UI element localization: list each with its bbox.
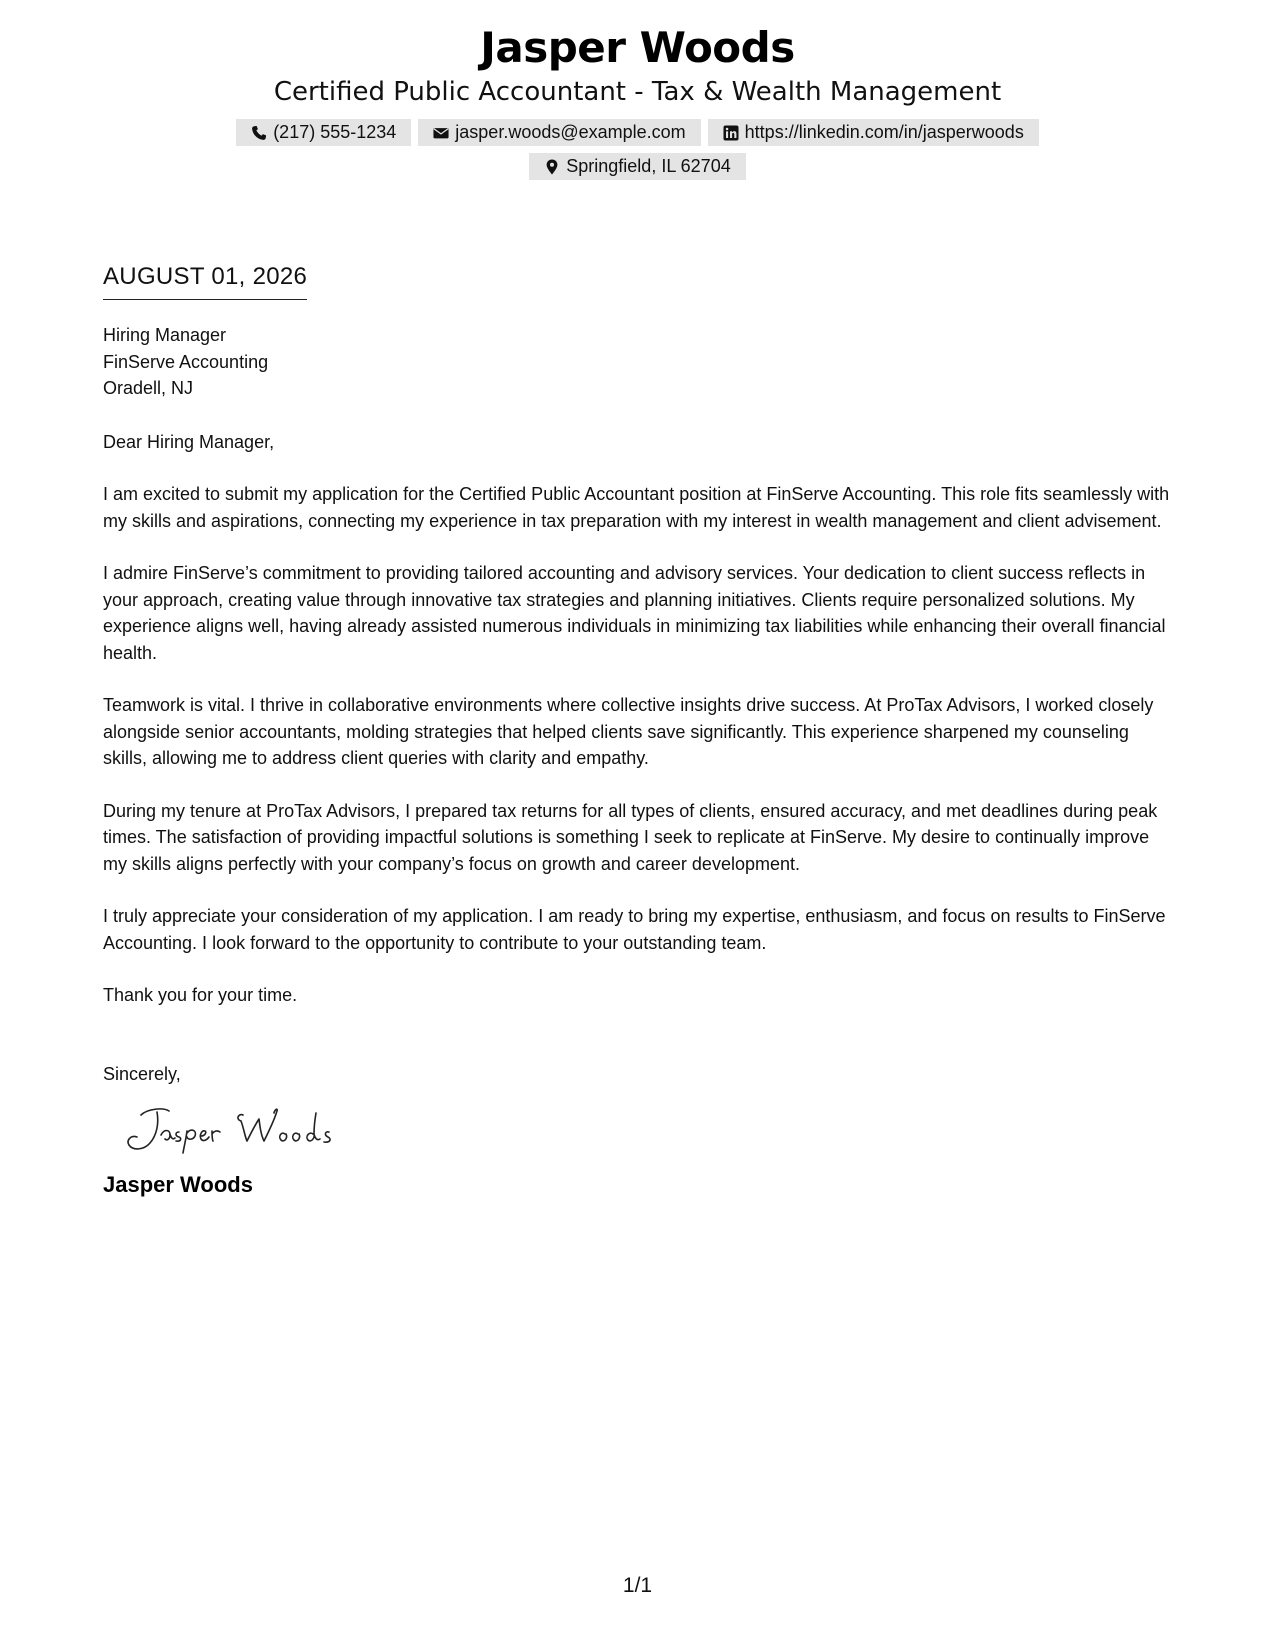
body-paragraph: I am excited to submit my application for the Certified Public Accountant position at FinServe Accounting. This role fits seamlessly with my skills and aspirations, connecting my experience in tax preparation with my interest in wealth management and client advisement.: [103, 484, 1170, 531]
applicant-headline: Certified Public Accountant - Tax & Wealth Management: [273, 77, 1002, 107]
contact-row-primary: [0, 119, 1275, 146]
location-text: Springfield, IL 62704: [566, 156, 731, 176]
linkedin-link[interactable]: https://linkedin.com/in/jasperwoods: [744, 122, 1024, 142]
letter-header: [0, 22, 1275, 180]
phone-chip: [236, 119, 411, 146]
body-paragraph: I truly appreciate your consideration of my application. I am ready to bring my expertise, enthusiasm, and focus on results to FinServe Accounting. I look forward to the opportunity to contribute to your outstanding team.: [103, 906, 1166, 953]
salutation: Dear Hiring Manager,: [103, 431, 275, 452]
envelope-icon: [433, 125, 449, 141]
signoff: Sincerely,: [103, 1063, 181, 1084]
letter-body: [103, 262, 1173, 1199]
phone-icon: [251, 125, 267, 141]
body-paragraph: During my tenure at ProTax Advisors, I prepared tax returns for all types of clients, ensured accuracy, and met deadlines during peak times. The satisfaction of providing impactful solutions is something I seek to replicate at FinServe. My desire to continually improve my skills aligns perfectly with your company’s focus on growth and career development.: [103, 800, 1158, 874]
email-chip[interactable]: [418, 119, 700, 146]
body-paragraph: Teamwork is vital. I thrive in collaborative environments where collective insights drive success. At ProTax Advisors, I worked closely alongside senior accountants, molding strategies that helped clients save significantly. This experience sharpened my counseling skills, allowing me to address client queries with clarity and empathy.: [103, 695, 1154, 768]
email-link[interactable]: jasper.woods@example.com: [455, 122, 686, 142]
recipient-block: [103, 322, 1173, 402]
body-paragraph: I admire FinServe’s commitment to providing tailored accounting and advisory services. Your dedication to client success reflects in your approach, creating value through innovative tax strategies and planning initiatives. Clients require personalized solutions. My experience aligns well, having already assisted numerous individuals in minimizing tax liabilities while enhancing their overall financial health.: [103, 563, 1166, 663]
applicant-name: Jasper Woods: [480, 23, 795, 72]
linkedin-icon: [723, 125, 739, 141]
contact-row-secondary: [0, 153, 1275, 180]
location-chip: [529, 153, 745, 180]
phone-text: (217) 555-1234: [273, 122, 397, 142]
closing-thanks: Thank you for your time.: [103, 985, 298, 1005]
recipient-location: Oradell, NJ: [103, 378, 194, 398]
recipient-title: Hiring Manager: [103, 325, 227, 345]
recipient-company: FinServe Accounting: [103, 351, 269, 372]
linkedin-chip[interactable]: [708, 119, 1039, 146]
signer-name: Jasper Woods: [103, 1172, 253, 1197]
map-marker-icon: [544, 159, 560, 175]
page-number: 1/1: [622, 1574, 653, 1597]
handwritten-signature: [117, 1101, 1173, 1159]
letter-date: AUGUST 01, 2026: [103, 262, 307, 300]
